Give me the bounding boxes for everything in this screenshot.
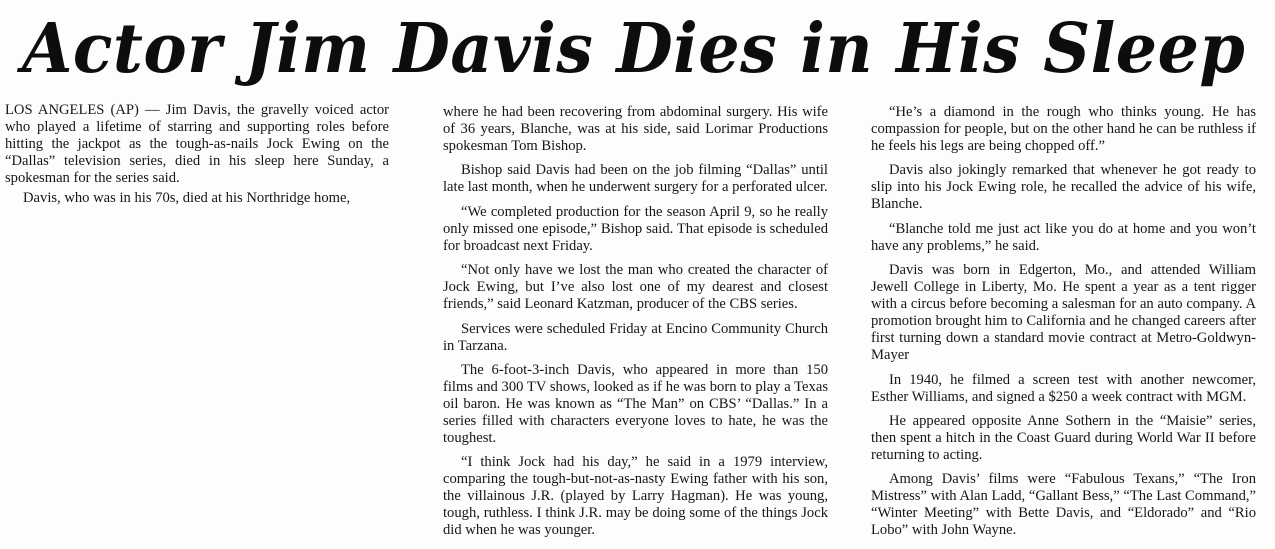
headline: Actor Jim Davis Dies in His Sleep <box>22 9 1246 89</box>
article-paragraph: Davis also jokingly remarked that whenever he got ready to slip into his Jock Ewing role, he recalled the advice of his wife, Blanche. <box>871 162 1256 213</box>
article-paragraph: “I think Jock had his day,” he said in a 1979 interview, comparing the tough-but-not-as-nasty Ewing father with his son, the villainous J.R. (played by Larry Hagman). He was young, tough, ruthless. I think J.R. may be doing some of the things Jock did when he was younger. <box>443 454 828 539</box>
article-column-3 <box>871 104 1256 547</box>
dateline: LOS ANGELES (AP) — <box>5 102 160 118</box>
article-paragraph: “We completed production for the season April 9, so he really only missed one episode,” Bishop said. That episode is scheduled for broadcast next Friday. <box>443 203 828 254</box>
article-column-1 <box>5 102 389 210</box>
article-paragraph: Bishop said Davis had been on the job filming “Dallas” until late last month, when he underwent surgery for a perforated ulcer. <box>443 162 828 196</box>
article-paragraph: “Not only have we lost the man who created the character of Jock Ewing, but I’ve also lost one of my dearest and closest friends,” said Leonard Katzman, producer of the CBS series. <box>443 262 828 313</box>
article-paragraph: “Blanche told me just act like you do at home and you won’t have any problems,” he said. <box>871 220 1256 254</box>
paragraph-text: Jim Davis, the gravelly voiced actor who played a lifetime of starring and supporting roles before hitting the jackpot as the tough-as-nails Jock Ewing on the “Dallas” television series, died in his sleep here Sunday, a spokesman for the series said. <box>5 102 390 186</box>
article-paragraph: where he had been recovering from abdominal surgery. His wife of 36 years, Blanche, was at his side, said Lorimar Productions spokesman Tom Bishop. <box>443 104 828 154</box>
article-paragraph: In 1940, he filmed a screen test with another newcomer, Esther Williams, and signed a $250 a week contract with MGM. <box>871 371 1256 405</box>
article-column-2 <box>443 104 828 547</box>
article-paragraph: He appeared opposite Anne Sothern in the “Maisie” series, then spent a hitch in the Coast Guard during World War II before returning to acting. <box>871 412 1256 463</box>
article-paragraph: “He’s a diamond in the rough who thinks young. He has compassion for people, but on the other hand he can be ruthless if he feels his legs are being chopped off.” <box>871 104 1256 154</box>
article-paragraph: The 6-foot-3-inch Davis, who appeared in more than 150 films and 300 TV shows, looked as if he was born to play a Texas oil baron. He was known as “The Man” on CBS’ “Dallas.” In a series filled with characters everyone loves to hate, he was the toughest. <box>443 361 828 446</box>
article-paragraph: Davis, who was in his 70s, died at his Northridge home, <box>23 190 351 206</box>
article-paragraph <box>5 102 389 187</box>
article-paragraph: Services were scheduled Friday at Encino Community Church in Tarzana. <box>443 320 828 354</box>
article-paragraph: Among Davis’ films were “Fabulous Texans,” “The Iron Mistress” with Alan Ladd, “Gallant Bess,” “The Last Command,” “Winter Meeting” with Bette Davis, and “Eldorado” and “Rio Lobo” with John Wayne. <box>871 471 1256 539</box>
article-paragraph: Davis was born in Edgerton, Mo., and attended William Jewell College in Liberty, Mo. He spent a year as a tent rigger with a circus before becoming a salesman for an auto company. A promotion brought him to California and he changed careers after first turning down a standard movie contract at Metro-Goldwyn-Mayer <box>871 262 1256 364</box>
